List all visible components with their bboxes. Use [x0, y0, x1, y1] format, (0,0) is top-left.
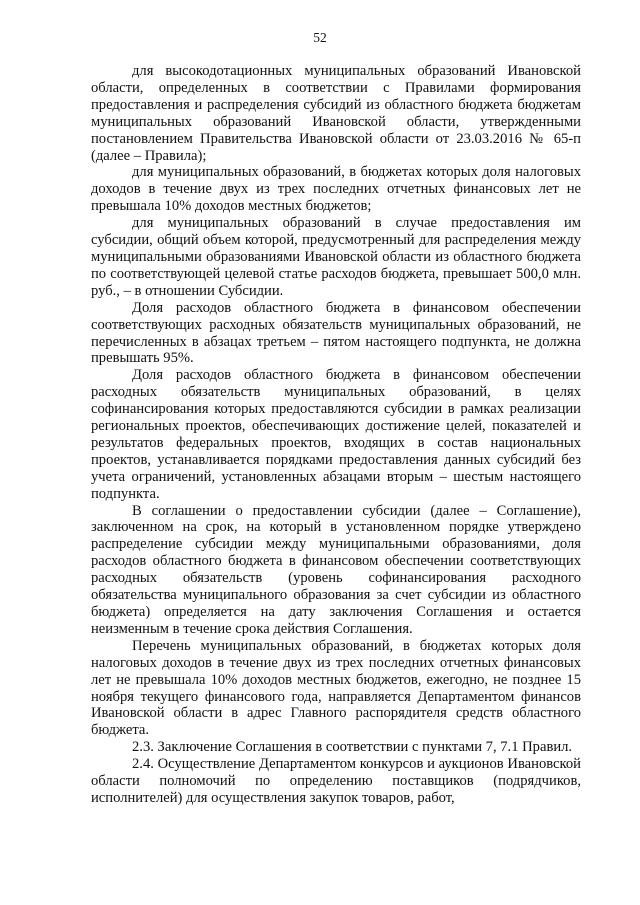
paragraph-agreement-share: В соглашении о предоставлении субсидии (далее – Соглашение), заключенном на срок, на который в установленном порядке утверждено распределение субсидии между муниципальными образованиями, доля расходов областного бюджета в финансовом обеспечении соответствующих расходных обязательств (уровень софинансирования расходного обязательства муниципального образования за счет субсидии из областного бюджета) определяется на дату заключения Соглашения и остается неизменным в течение срока действия Соглашения. [91, 502, 581, 637]
paragraph-max-share-95: Доля расходов областного бюджета в финансовом обеспечении соответствующих расходных обязательств муниципальных образований, не перечисленных в абзацах третьем – пятом настоящего подпункта, не должна превышать 95%. [91, 299, 581, 367]
paragraph-regional-projects-share: Доля расходов областного бюджета в финансовом обеспечении расходных обязательств муниципальных образований, в целях софинансирования которых предоставляются субсидии в рамках реализации региональных проектов, обеспечивающих достижение целей, показателей и результатов федеральных проектов, входящих в состав национальных проектов, устанавливается порядками предоставления данных субсидий без учета ограничений, установленных абзацами вторым – шестым настоящего подпункта. [91, 367, 581, 502]
paragraph-large-subsidy-municipalities: для муниципальных образований в случае предоставления им субсидии, общий объем которой, предусмотренный для распределения между муниципальными образованиями Ивановской области из областного бюджета по соответствующей целевой статье расходов бюджета, превышает 500,0 млн. руб., – в отношении Субсидии. [91, 215, 581, 299]
paragraph-2-4-procurement: 2.4. Осуществление Департаментом конкурсов и аукционов Ивановской области полномочий по определению поставщиков (подрядчиков, исполнителей) для осуществления закупок товаров, работ, [91, 756, 581, 806]
paragraph-2-3-agreement: 2.3. Заключение Соглашения в соответствии с пунктами 7, 7.1 Правил. [132, 739, 573, 756]
paragraph-municipalities-list: Перечень муниципальных образований, в бюджетах которых доля налоговых доходов в течение двух из трех последних отчетных финансовых лет не превышала 10% доходов местных бюджетов, ежегодно, не позднее 15 ноября текущего финансового года, направляется Департаментом финансов Ивановской области в адрес Главного распорядителя средств областного бюджета. [91, 637, 581, 739]
page-number: 52 [313, 30, 327, 45]
paragraph-high-subsidy-municipalities: для высокодотационных муниципальных образований Ивановской области, определенных в соответствии с Правилами формирования предоставления и распределения субсидий из областного бюджета бюджетам муниципальных образований Ивановской области, утвержденными постановлением Правительства Ивановской области от 23.03.2016 № 65-п (далее – Правила); [91, 63, 581, 164]
document-body [91, 63, 581, 807]
paragraph-low-tax-income-municipalities: для муниципальных образований, в бюджетах которых доля налоговых доходов в течение двух из трех последних отчетных финансовых лет не превышала 10% доходов местных бюджетов; [91, 164, 581, 215]
